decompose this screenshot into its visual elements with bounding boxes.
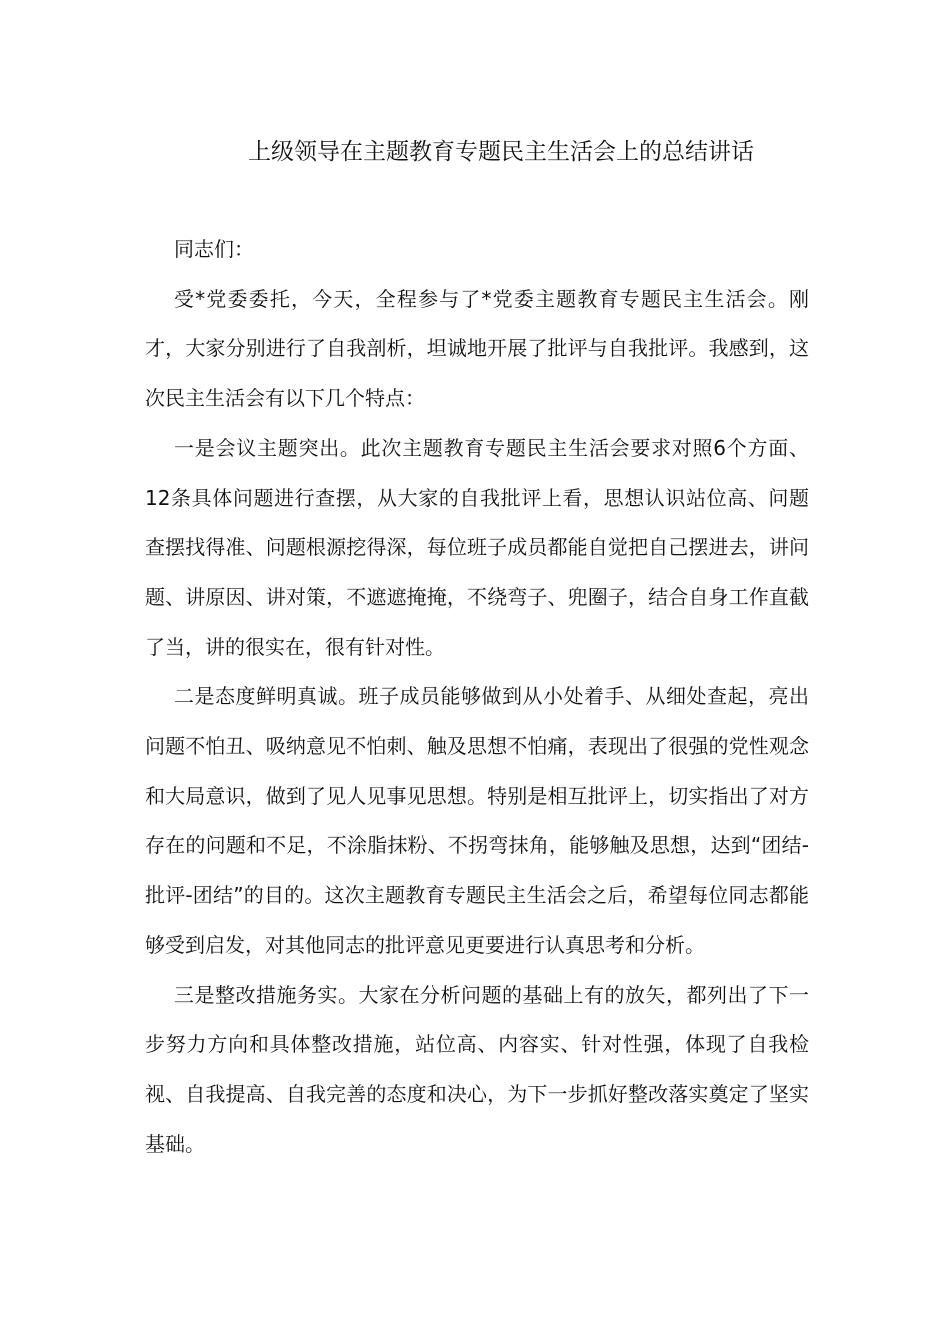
document-title: 上级领导在主题教育专题民主生活会上的总结讲话 xyxy=(248,139,754,165)
point-one-paragraph: 一是会议主题突出。此次主题教育专题民主生活会要求对照6个方面、12条具体问题进行查摆，从大家的自我批评上看，思想认识站位高、问题查摆找得准、问题根源挖得深，每位班子成员都能自觉把自己摆进去，讲问题、讲原因、讲对策，不遮遮掩掩，不绕弯子、兜圈子，结合自身工作直截了当，讲的很实在，很有针对性。 xyxy=(145,435,809,659)
intro-paragraph: 受*党委委托，今天，全程参与了*党委主题教育专题民主生活会。刚才，大家分别进行了自我剖析，坦诚地开展了批评与自我批评。我感到，这次民主生活会有以下几个特点： xyxy=(145,286,809,411)
salutation-paragraph: 同志们： xyxy=(174,237,254,261)
point-three-paragraph: 三是整改措施务实。大家在分析问题的基础上有的放矢，都列出了下一步努力方向和具体整改措施，站位高、内容实、针对性强，体现了自我检视、自我提高、自我完善的态度和决心，为下一步抓好整改落实奠定了坚实基础。 xyxy=(145,982,809,1156)
document-body xyxy=(145,225,809,1169)
point-two-paragraph: 二是态度鲜明真诚。班子成员能够做到从小处着手、从细处查起，亮出问题不怕丑、吸纳意见不怕刺、触及思想不怕痛，表现出了很强的党性观念和大局意识，做到了见人见事见思想。特别是相互批评上，切实指出了对方存在的问题和不足，不涂脂抹粉、不拐弯抹角，能够触及思想，达到“团结-批评-团结”的目的。这次主题教育专题民主生活会之后，希望每位同志都能够受到启发，对其他同志的批评意见更要进行认真思考和分析。 xyxy=(145,684,809,957)
